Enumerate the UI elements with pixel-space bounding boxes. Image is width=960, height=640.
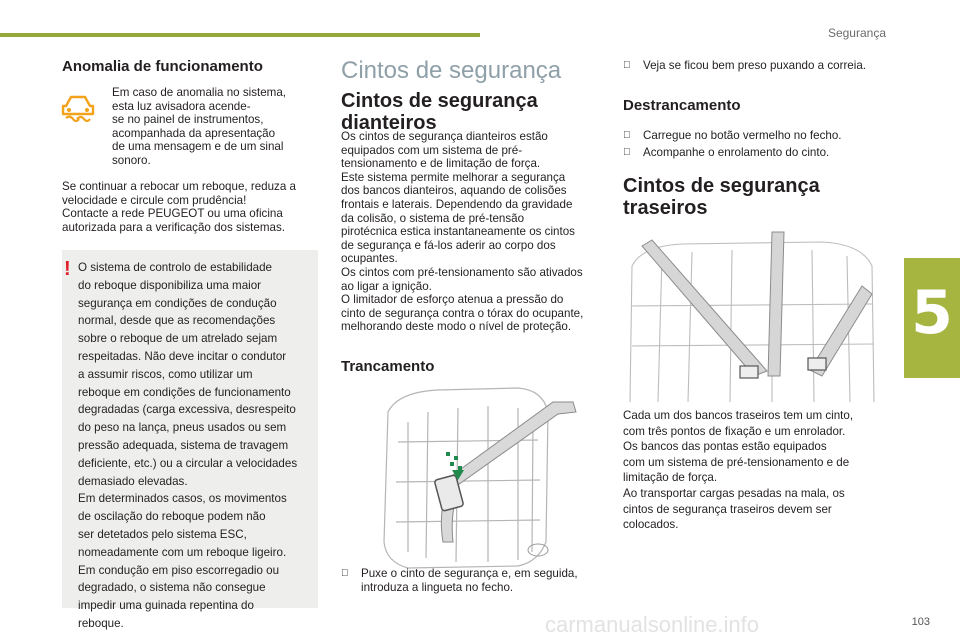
towing-line: Contacte a rede PEUGEOT ou uma oficina xyxy=(62,207,283,221)
chapter-number: 5 xyxy=(911,278,953,348)
unlock-step-1 xyxy=(623,129,893,143)
rear-belts-line: com um sistema de pré-tensionamento e de xyxy=(623,455,850,469)
warning-line: reboque. xyxy=(78,616,124,630)
step-bullet-icon xyxy=(623,146,631,160)
warning-line: nomeadamente com um reboque ligeiro. xyxy=(78,545,287,559)
warning-line: do peso na lança, pneus usados ou sem xyxy=(78,421,287,435)
front-seatbelt-illustration xyxy=(368,382,578,572)
front-belts-heading xyxy=(341,90,538,134)
warning-line: ser detetados pelo sistema ESC, xyxy=(78,527,247,541)
check-step xyxy=(623,59,893,73)
front-belts-line: O limitador de esforço atenua a pressão do xyxy=(341,293,564,307)
warning-line: sobre o reboque de um atrelado sejam xyxy=(78,332,278,346)
watermark: carmanualsonline.info xyxy=(545,612,760,637)
unlocking-heading: Destrancamento xyxy=(623,97,741,114)
step-bullet-icon xyxy=(623,129,631,143)
warning-line: Em determinados casos, os movimentos xyxy=(78,492,287,506)
header-accent-bar xyxy=(0,33,480,37)
check-step-text: Veja se ficou bem preso puxando a correia. xyxy=(643,59,866,72)
warning-line: normal, desde que as recomendações xyxy=(78,314,276,328)
warning-line: reboque em condições de funcionamento xyxy=(78,385,291,399)
rear-belts-line: Cada um dos bancos traseiros tem um cinto, xyxy=(623,409,854,422)
locking-heading: Trancamento xyxy=(341,358,435,375)
rear-belts-line: Os bancos das pontas estão equipados xyxy=(623,440,827,454)
front-belts-line: equipados com um sistema de pré- xyxy=(341,143,523,157)
anomaly-line: de uma mensagem e de um sinal xyxy=(112,140,284,154)
locking-step-line2: introduza a lingueta no fecho. xyxy=(361,580,514,594)
front-belts-line: melhorando deste modo o nível de proteção. xyxy=(341,320,572,334)
page-number: 103 xyxy=(911,616,930,628)
front-belts-description xyxy=(341,130,603,334)
rear-belts-heading-line1: Cintos de segurança xyxy=(623,175,820,197)
step-bullet-icon xyxy=(623,59,631,73)
warning-line: Em condução em piso escorregadio ou xyxy=(78,563,280,577)
warning-line: deficiente, etc.) ou a circular a velocidades xyxy=(78,456,298,470)
anomaly-line: se no painel de instrumentos, xyxy=(112,113,264,127)
warning-line: a assumir riscos, como utilizar um xyxy=(78,367,253,381)
unlock-step-1-text: Carregue no botão vermelho no fecho. xyxy=(643,129,842,142)
front-belts-line: Os cintos com pré-tensionamento são ativados xyxy=(341,265,583,279)
rear-belts-line: com três pontos de fixação e um enrolador. xyxy=(623,424,846,438)
rear-seatbelt-illustration xyxy=(622,226,880,402)
front-belts-line: tensionamento e de limitação de força. xyxy=(341,157,541,171)
warning-line: degradadas (carga excessiva, desrespeito xyxy=(78,403,296,417)
towing-line: velocidade e circule com prudência! xyxy=(62,193,247,207)
towing-line: autorizada para a verificação dos sistemas. xyxy=(62,220,285,234)
unlock-step-2-text: Acompanhe o enrolamento do cinto. xyxy=(643,146,830,159)
warning-line: de oscilação do reboque podem não xyxy=(78,510,266,524)
anomaly-line: acompanhada da apresentação xyxy=(112,126,276,140)
front-belts-heading-line1: Cintos de segurança xyxy=(341,90,538,112)
warning-line: do reboque disponibiliza uma maior xyxy=(78,278,262,292)
anomaly-line: Em caso de anomalia no sistema, xyxy=(112,86,286,99)
front-belts-line: da colisão, o sistema de pré-tensão xyxy=(341,211,525,225)
front-belts-line: ao ligar a ignição. xyxy=(341,279,432,293)
front-belts-line: Os cintos de segurança dianteiros estão xyxy=(341,130,548,143)
warning-line: degradado, o sistema não consegue xyxy=(78,581,266,595)
section-header: Segurança xyxy=(827,26,886,40)
step-bullet-icon xyxy=(341,567,349,581)
rear-belts-line: limitação de força. xyxy=(623,471,718,485)
warning-line: segurança em condições de condução xyxy=(78,296,277,310)
warning-line: respeitadas. Não deve incitar o condutor xyxy=(78,349,287,363)
rear-belts-heading-line2: traseiros xyxy=(623,197,708,219)
front-belts-line: frontais e laterais. Dependendo da gravidade xyxy=(341,197,573,211)
locking-step-line1: Puxe o cinto de segurança e, em seguida, xyxy=(361,567,578,580)
front-belts-line: de segurança e fá-los aderir ao corpo dos xyxy=(341,238,556,252)
rear-belts-line: Ao transportar cargas pesadas na mala, os xyxy=(623,486,845,500)
towing-line: Se continuar a rebocar um reboque, reduza a xyxy=(62,180,296,193)
towing-advice xyxy=(62,180,318,234)
rear-belts-line: cintos de segurança traseiros devem ser xyxy=(623,502,832,516)
main-title: Cintos de segurança xyxy=(341,57,562,84)
front-belts-line: ocupantes. xyxy=(341,252,398,266)
stability-warning-icon xyxy=(58,92,98,128)
unlock-step-2 xyxy=(623,146,893,160)
warning-text xyxy=(78,259,318,633)
warning-line: O sistema de controlo de estabilidade xyxy=(78,261,272,274)
anomaly-description xyxy=(112,86,312,168)
locking-step xyxy=(341,567,603,594)
anomaly-line: esta luz avisadora acende- xyxy=(112,99,251,113)
warning-line: demasiado elevadas. xyxy=(78,474,188,488)
rear-belts-description xyxy=(623,408,885,533)
rear-belts-line: colocados. xyxy=(623,518,679,532)
front-belts-line: dos bancos dianteiros, aquando de colisões xyxy=(341,184,567,198)
front-belts-line: pirotécnica estica instantaneamente os cintos xyxy=(341,225,575,239)
front-belts-line: Este sistema permite melhorar a segurança xyxy=(341,170,566,184)
anomaly-heading: Anomalia de funcionamento xyxy=(62,58,263,75)
warning-line: pressão adequada, sistema de travagem xyxy=(78,438,289,452)
front-belts-line: cinto de segurança contra o tórax do ocupante, xyxy=(341,306,584,320)
rear-belts-heading xyxy=(623,175,820,219)
anomaly-line: sonoro. xyxy=(112,153,151,167)
warning-line: impedir uma guinada repentina do xyxy=(78,599,254,613)
warning-exclamation-icon: ! xyxy=(64,258,71,280)
front-belts-heading-line2: dianteiros xyxy=(341,112,437,134)
